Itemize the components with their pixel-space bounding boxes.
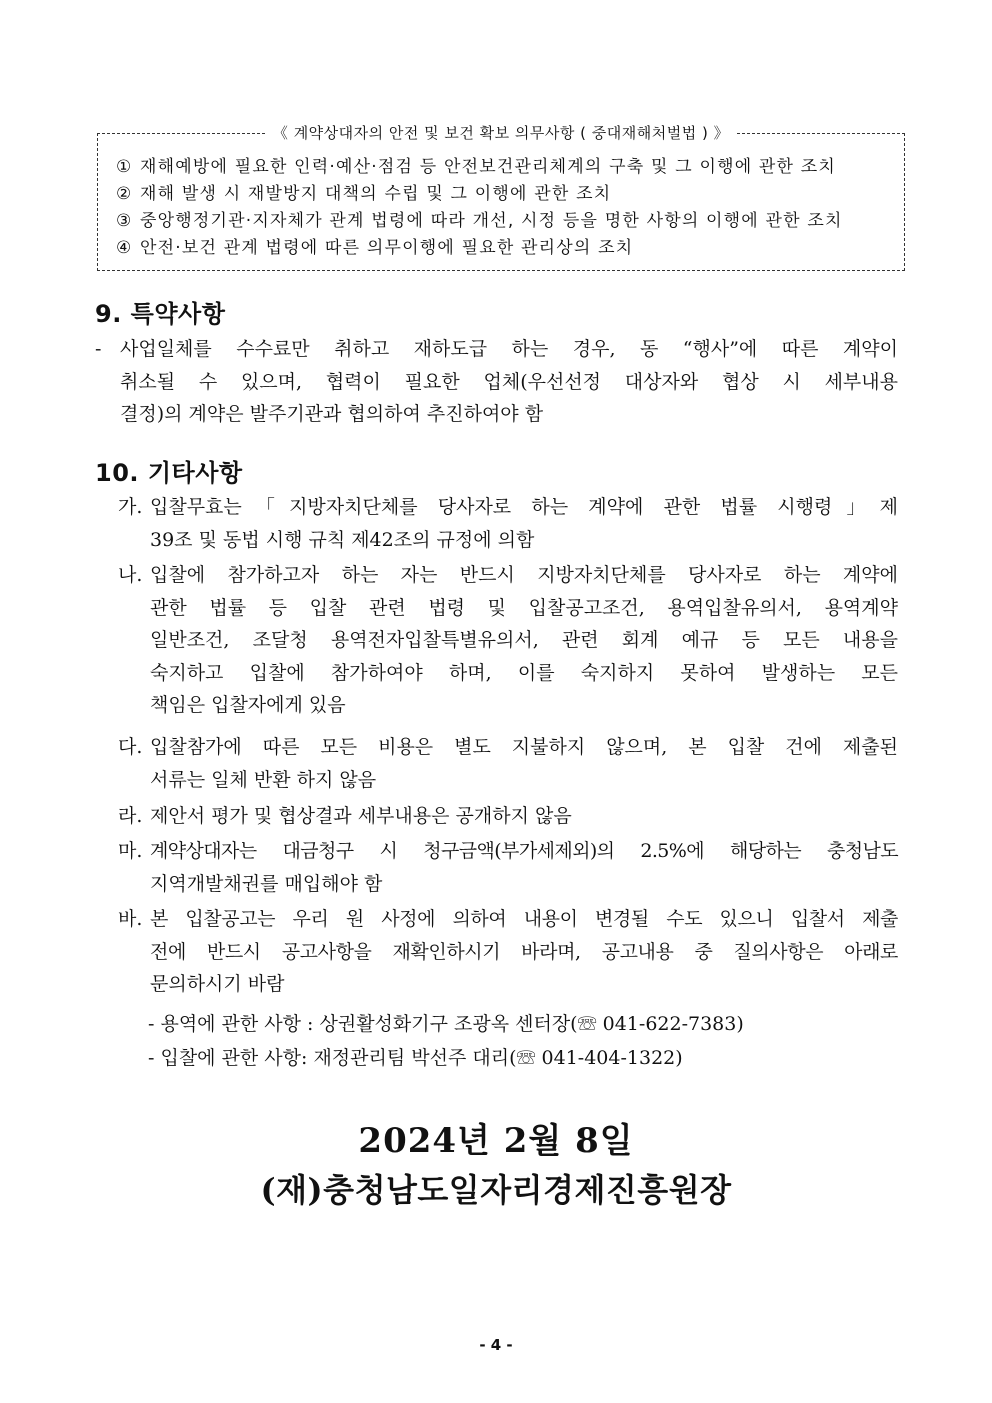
issuer-name: (재)충청남도일자리경제진흥원장: [260, 1171, 732, 1209]
list-item-da: 다. 입찰참가에 따른 모든 비용은 별도 지불하지 않으며, 본 입찰 건에 제출된 서류는 일체 반환 하지 않음: [118, 736, 898, 791]
list-item-ra: 라. 제안서 평가 및 협상결과 세부내용은 공개하지 않음: [118, 805, 572, 827]
list-item-na: 나. 입찰에 참가하고자 하는 자는 반드시 지방자치단체를 당사자로 하는 계약에 관한 법률 등 입찰 관련 법령 및 입찰공고조건, 용역입찰유의서, 용역계약 일반조건, 조달청 용역전자입찰특별유의서, 관련 회계 예규 등 모든 내용을 숙지하고 입찰에 참가하여야 하며, 이를 숙지하지 못하여 발생하는 모든 책임은 입찰자에게 있음: [118, 564, 898, 716]
safety-obligations-box: [97, 124, 905, 271]
obligation-list: [116, 154, 890, 262]
section-9-dash: -: [95, 338, 102, 360]
list-item-ba: 바. 본 입찰공고는 우리 원 사정에 의하여 내용이 변경될 수도 있으니 입찰서 제출 전에 반드시 공고사항을 재확인하시기 바라며, 공고내용 중 질의사항은 아래로 문의하시기 바람: [118, 908, 898, 995]
section-9-heading: 9. 특약사항: [95, 300, 226, 328]
obligation-item: ④ 안전·보건 관계 법령에 따른 의무이행에 필요한 관리상의 조치: [116, 238, 634, 258]
list-item-ga: 가. 입찰무효는「지방자치단체를 당사자로 하는 계약에 관한 법률 시행령」제 39조 및 동법 시행 규칙 제42조의 규정에 의함: [118, 496, 898, 551]
page-number: - 4 -: [479, 1336, 513, 1354]
obligation-item: ③ 중앙행정기관·지자체가 관계 법령에 따라 개선, 시정 등을 명한 사항의 이행에 관한 조치: [116, 211, 843, 231]
box-title: 《 계약상대자의 안전 및 보건 확보 의무사항 ( 중대재해처벌법 ) 》: [98, 122, 904, 143]
section-10-heading: 10. 기타사항: [95, 459, 243, 487]
obligation-item: ② 재해 발생 시 재발방지 대책의 수립 및 그 이행에 관한 조치: [116, 184, 612, 204]
section-9-paragraph: 사업일체를 수수료만 취하고 재하도급 하는 경우, 동 “행사”에 따른 계약이 취소될 수 있으며, 협력이 필요한 업체(우선선정 대상자와 협상 시 세부내용 결정)의 계약은 발주기관과 협의하여 추진하여야 함: [120, 338, 898, 425]
contact-service: - 용역에 관한 사항 : 상권활성화기구 조광옥 센터장(☏ 041-622-7383): [148, 1013, 744, 1035]
list-item-ma: 마. 계약상대자는 대금청구 시 청구금액(부가세제외)의 2.5%에 해당하는 충청남도 지역개발채권를 매입해야 함: [118, 840, 898, 895]
contact-bidding: - 입찰에 관한 사항: 재정관리팀 박선주 대리(☏ 041-404-1322): [148, 1047, 683, 1069]
notice-date: 2024년 2월 8일: [358, 1121, 634, 1161]
obligation-item: ① 재해예방에 필요한 인력·예산·점검 등 안전보건관리체계의 구축 및 그 이행에 관한 조치: [116, 157, 837, 177]
